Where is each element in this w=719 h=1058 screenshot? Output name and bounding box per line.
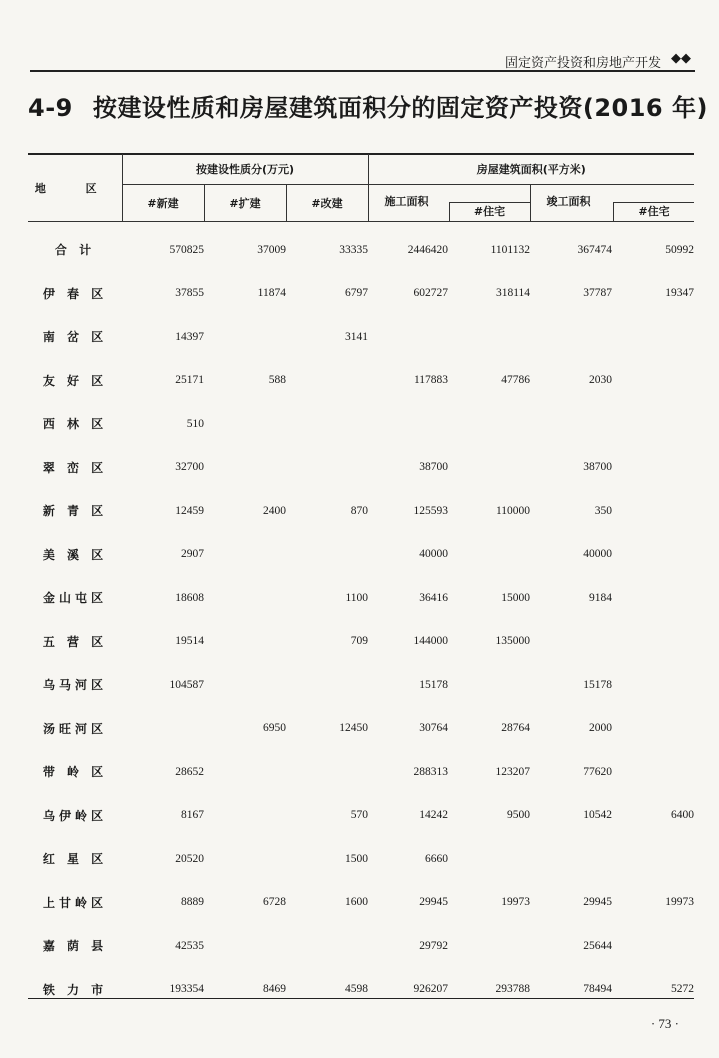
value-cell — [204, 750, 286, 794]
value-cell — [448, 837, 530, 881]
value-cell: 40000 — [419, 548, 449, 561]
value-cell — [204, 794, 286, 838]
value-cell: 14397 — [175, 330, 204, 343]
column-header-residential-2: #住宅 — [613, 202, 694, 221]
table-row — [28, 533, 694, 577]
value-cell: 38700 — [419, 461, 449, 474]
value-cell — [286, 359, 368, 403]
column-header-residential-1: #住宅 — [449, 202, 530, 221]
table-row — [28, 663, 694, 707]
region-column-header: 地 区 — [34, 181, 115, 195]
value-cell: 47786 — [501, 374, 531, 387]
value-cell: 288313 — [413, 765, 449, 778]
value-cell: 2030 — [589, 374, 613, 387]
value-cell: 8889 — [181, 896, 204, 909]
value-cell: 38700 — [583, 461, 613, 474]
region-cell: 嘉 荫 县 — [42, 939, 108, 954]
table-row — [28, 620, 694, 664]
value-cell: 926207 — [413, 983, 449, 996]
value-cell — [204, 402, 286, 446]
table-body — [28, 222, 694, 1012]
section-title: 固定资产投资和房地产开发 — [504, 56, 661, 71]
floor-area-group-header: 房屋建筑面积(平方米) — [368, 154, 694, 185]
value-cell — [448, 924, 530, 968]
value-cell: 193354 — [169, 983, 204, 996]
value-cell — [204, 576, 286, 620]
table-row — [28, 707, 694, 751]
value-cell: 12459 — [175, 504, 204, 517]
value-cell: 6400 — [671, 809, 695, 822]
region-cell: 带 岭 区 — [42, 765, 108, 780]
value-cell: 19514 — [175, 635, 204, 648]
value-cell: 2907 — [181, 548, 204, 561]
region-cell: 乌马河区 — [42, 678, 107, 693]
value-cell — [286, 533, 368, 577]
value-cell: 15000 — [501, 591, 531, 604]
value-cell: 588 — [268, 374, 286, 387]
value-cell: 25644 — [583, 939, 613, 952]
value-cell — [612, 489, 694, 533]
value-cell: 15178 — [419, 678, 449, 691]
value-cell: 2446420 — [407, 243, 449, 256]
value-cell — [612, 837, 694, 881]
value-cell: 5272 — [671, 983, 695, 996]
value-cell: 29945 — [583, 896, 613, 909]
table-row — [28, 315, 694, 359]
region-cell: 美 溪 区 — [42, 547, 108, 562]
value-cell: 870 — [350, 504, 369, 517]
value-cell: 117883 — [413, 374, 449, 387]
region-cell: 伊 春 区 — [42, 286, 108, 301]
value-cell — [612, 402, 694, 446]
region-cell: 汤旺河区 — [42, 721, 107, 736]
value-cell — [448, 533, 530, 577]
value-cell: 29945 — [419, 896, 449, 909]
value-cell — [122, 707, 204, 751]
section-header — [505, 52, 661, 71]
value-cell: 2000 — [589, 722, 613, 735]
value-cell: 318114 — [495, 287, 531, 300]
region-cell: 南 岔 区 — [42, 330, 108, 345]
value-cell: 510 — [186, 417, 204, 430]
value-cell: 29792 — [419, 939, 449, 952]
table-row — [28, 359, 694, 403]
value-cell — [286, 402, 368, 446]
value-cell: 6660 — [425, 852, 449, 865]
value-cell — [204, 924, 286, 968]
value-cell: 19347 — [665, 287, 695, 300]
table-row — [28, 222, 694, 272]
region-cell: 友 好 区 — [42, 373, 108, 388]
value-cell — [530, 620, 612, 664]
value-cell: 33335 — [339, 243, 369, 256]
diamond-ornament-icon: ◆◆ — [671, 51, 691, 66]
construction-nature-group-header: 按建设性质分(万元) — [122, 154, 368, 185]
region-cell: 西 林 区 — [42, 417, 108, 432]
table-row — [28, 576, 694, 620]
value-cell: 28764 — [501, 722, 531, 735]
value-cell: 42535 — [175, 939, 204, 952]
column-header-construction-area: 施工面积 — [384, 195, 429, 208]
value-cell: 1500 — [345, 852, 369, 865]
value-cell: 37787 — [583, 287, 613, 300]
value-cell — [612, 533, 694, 577]
value-cell — [612, 707, 694, 751]
value-cell — [612, 446, 694, 490]
value-cell: 602727 — [413, 287, 449, 300]
table-row — [28, 794, 694, 838]
region-cell: 铁 力 市 — [42, 982, 108, 997]
table-row — [28, 489, 694, 533]
value-cell: 1101132 — [490, 243, 531, 256]
value-cell: 144000 — [413, 635, 449, 648]
value-cell: 709 — [350, 635, 369, 648]
value-cell: 8167 — [181, 809, 204, 822]
value-cell — [530, 315, 612, 359]
investment-table — [28, 154, 694, 1011]
value-cell — [368, 402, 448, 446]
value-cell — [530, 837, 612, 881]
value-cell: 350 — [594, 504, 613, 517]
value-cell: 10542 — [583, 809, 613, 822]
value-cell: 36416 — [419, 591, 449, 604]
value-cell: 20520 — [175, 852, 204, 865]
value-cell: 12450 — [339, 722, 369, 735]
value-cell — [448, 663, 530, 707]
value-cell — [204, 837, 286, 881]
value-cell: 367474 — [577, 243, 613, 256]
value-cell — [204, 533, 286, 577]
value-cell — [286, 924, 368, 968]
value-cell: 19973 — [665, 896, 695, 909]
value-cell: 6728 — [263, 896, 286, 909]
value-cell: 125593 — [413, 504, 449, 517]
table-row — [28, 272, 694, 316]
value-cell — [612, 620, 694, 664]
value-cell — [204, 315, 286, 359]
table-number: 4-9 — [28, 94, 73, 122]
value-cell: 104587 — [169, 678, 204, 691]
value-cell: 6950 — [263, 722, 286, 735]
value-cell: 15178 — [583, 678, 613, 691]
value-cell: 1600 — [345, 896, 369, 909]
column-header-completed-area: 竣工面积 — [546, 195, 591, 208]
region-cell: 上甘岭区 — [42, 895, 107, 910]
value-cell — [612, 924, 694, 968]
value-cell: 37009 — [257, 243, 286, 256]
value-cell: 9500 — [507, 809, 531, 822]
value-cell: 40000 — [583, 548, 613, 561]
page-number: · 73 · — [650, 1016, 679, 1031]
value-cell: 570 — [350, 809, 369, 822]
value-cell: 3141 — [345, 330, 369, 343]
region-cell: 五 营 区 — [42, 634, 108, 649]
value-cell: 19973 — [501, 896, 531, 909]
value-cell: 78494 — [583, 983, 613, 996]
value-cell — [612, 663, 694, 707]
value-cell: 9184 — [589, 591, 613, 604]
value-cell — [448, 446, 530, 490]
value-cell — [286, 750, 368, 794]
value-cell: 37855 — [175, 287, 204, 300]
page-title — [28, 88, 708, 123]
value-cell: 77620 — [583, 765, 613, 778]
value-cell: 570825 — [169, 243, 204, 256]
value-cell: 135000 — [495, 635, 531, 648]
value-cell — [286, 663, 368, 707]
value-cell — [612, 576, 694, 620]
value-cell — [204, 663, 286, 707]
value-cell — [448, 402, 530, 446]
table-row — [28, 924, 694, 968]
value-cell — [204, 446, 286, 490]
value-cell: 14242 — [419, 809, 449, 822]
value-cell — [368, 315, 448, 359]
table-title: 按建设性质和房屋建筑面积分的固定资产投资(2016 年) — [92, 94, 708, 122]
table-row — [28, 837, 694, 881]
value-cell: 8469 — [263, 983, 286, 996]
table-row — [28, 750, 694, 794]
column-header-expansion: #扩建 — [204, 185, 286, 222]
value-cell: 28652 — [175, 765, 204, 778]
column-header-completed — [530, 185, 694, 222]
value-cell: 4598 — [345, 983, 369, 996]
value-cell: 18608 — [175, 591, 204, 604]
value-cell — [612, 315, 694, 359]
table-row — [28, 446, 694, 490]
value-cell: 6797 — [345, 287, 369, 300]
value-cell: 25171 — [175, 374, 204, 387]
column-header-renovation: #改建 — [286, 185, 368, 222]
value-cell — [612, 750, 694, 794]
value-cell: 2400 — [263, 504, 286, 517]
value-cell: 32700 — [175, 461, 204, 474]
value-cell: 123207 — [495, 765, 531, 778]
table-row — [28, 968, 694, 1012]
region-cell: 新 青 区 — [42, 504, 108, 519]
value-cell: 30764 — [419, 722, 449, 735]
value-cell — [286, 446, 368, 490]
value-cell — [204, 620, 286, 664]
region-cell: 翠 峦 区 — [42, 460, 108, 475]
region-cell: 红 星 区 — [42, 852, 108, 867]
value-cell: 11874 — [257, 287, 286, 300]
table-row — [28, 402, 694, 446]
value-cell: 1100 — [345, 591, 369, 604]
value-cell: 50992 — [665, 243, 695, 256]
column-header-new: #新建 — [122, 185, 204, 222]
value-cell — [530, 402, 612, 446]
table-bottom-rule — [28, 998, 694, 999]
value-cell — [448, 315, 530, 359]
value-cell — [612, 359, 694, 403]
table-row — [28, 881, 694, 925]
region-cell: 乌伊岭区 — [42, 808, 107, 823]
column-header-under-construction — [368, 185, 530, 222]
value-cell: 293788 — [495, 983, 531, 996]
value-cell: 110000 — [495, 504, 531, 517]
region-cell: 金山屯区 — [42, 591, 107, 606]
region-cell: 合 计 — [54, 243, 96, 258]
